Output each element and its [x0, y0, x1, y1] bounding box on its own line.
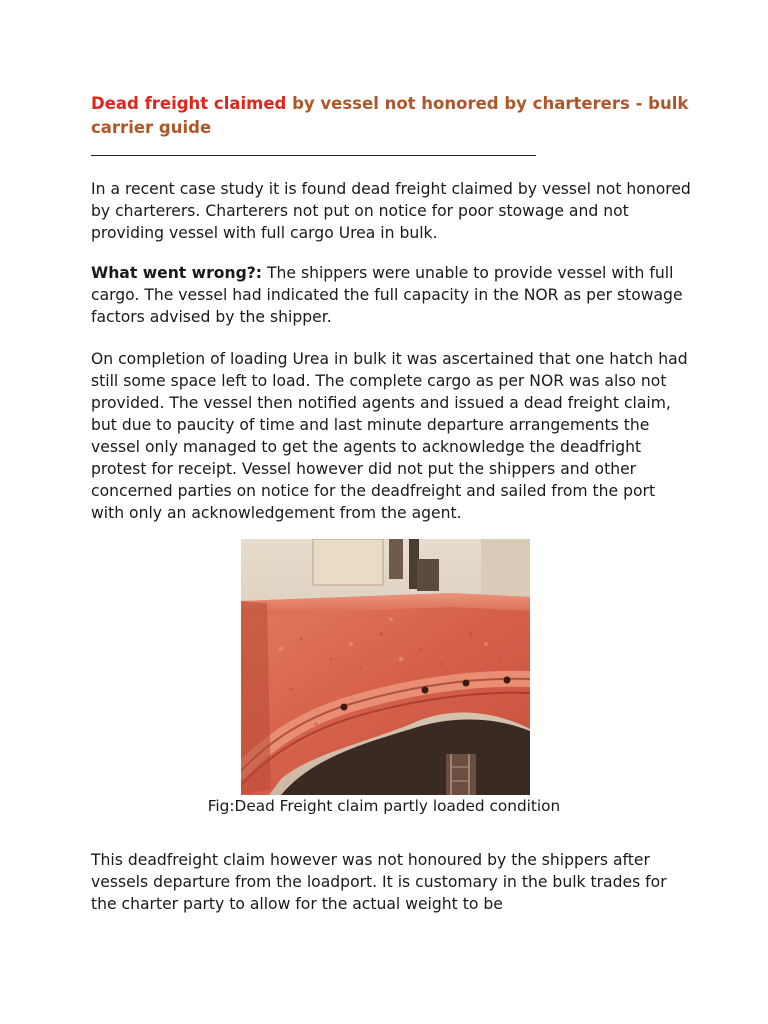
- figure-caption: Fig:Dead Freight claim partly loaded condition: [207, 797, 561, 815]
- intro-paragraph: In a recent case study it is found dead freight claimed by vessel not honored by charterers. Charterers not put on notice for poor stowage and not providing vessel with full cargo Urea in bulk.: [91, 180, 691, 242]
- title-underline: [91, 155, 536, 156]
- hatch-photo-illustration: [241, 539, 530, 795]
- deadfreight-paragraph: This deadfreight claim however was not honoured by the shippers after vessels departure from the loadport. It is customary in the bulk trades for the charter party to allow for the actual weight to be: [91, 851, 667, 913]
- what-went-wrong-paragraph: [91, 262, 691, 328]
- title-rest: by vessel not honored by charterers - bulk carrier guide: [91, 94, 689, 137]
- title-highlight: Dead freight claimed: [91, 94, 287, 113]
- what-went-wrong-text: The shippers were unable to provide vessel with full cargo. The vessel had indicated the full capacity in the NOR as per stowage factors advised by the shipper.: [91, 264, 683, 326]
- document-title: [91, 92, 691, 140]
- what-went-wrong-label: What went wrong?:: [91, 264, 263, 282]
- loading-paragraph: On completion of loading Urea in bulk it was ascertained that one hatch had still some space left to load. The complete cargo as per NOR was also not provided. The vessel then notified agents and issued a dead freight claim, but due to paucity of time and last minute departure arrangements the vessel only managed to get the agents to acknowledge the deadfright protest for receipt. Vessel however did not put the shippers and other concerned parties on notice for the deadfreight and sailed from the port with only an acknowledgement from the agent.: [91, 350, 688, 522]
- hatch-photo: [241, 539, 530, 795]
